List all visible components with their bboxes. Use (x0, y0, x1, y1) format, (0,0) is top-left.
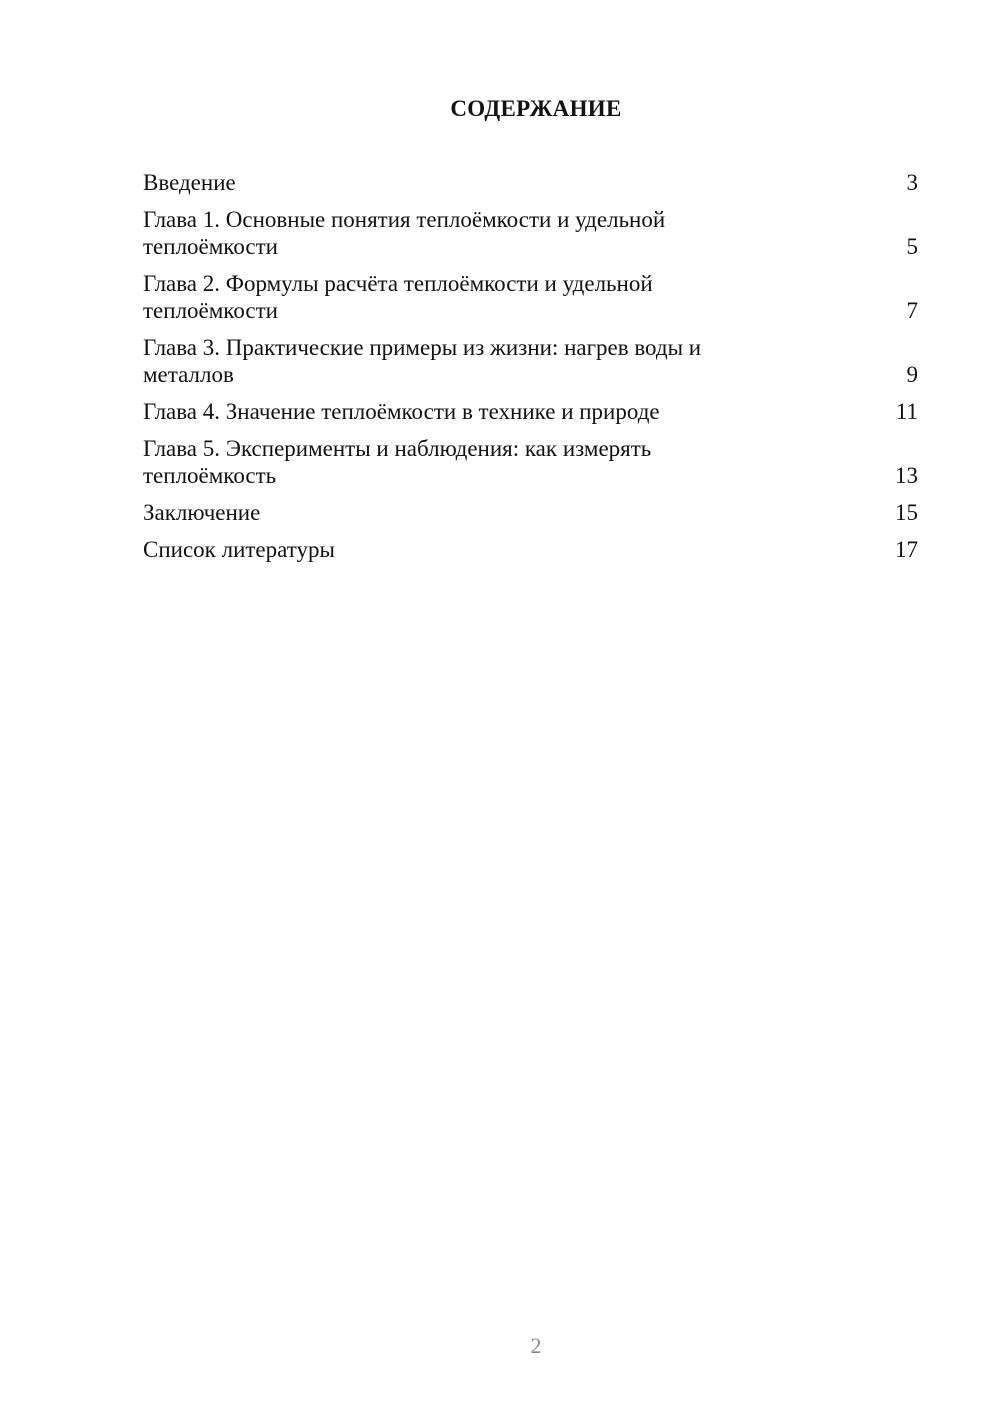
toc-entry-line: Список литературы (143, 537, 335, 562)
toc-entry-chapter-4 (143, 398, 918, 425)
toc-entry-text (143, 398, 896, 425)
toc-entry-line: Заключение (143, 500, 261, 525)
toc-entry-page: 3 (906, 170, 918, 195)
toc-entry-page: 15 (895, 500, 918, 525)
toc-entry-line: Глава 5. Эксперименты и наблюдения: как измерять (143, 436, 652, 461)
toc-entry-text (143, 499, 895, 526)
toc-entry-text (143, 206, 907, 260)
toc-entry-line: теплоёмкость (143, 463, 277, 488)
toc-entry-chapter-1 (143, 206, 918, 260)
toc-entry-chapter-3 (143, 334, 918, 388)
toc-entry-references (143, 536, 918, 563)
toc-entry-text (143, 334, 907, 388)
toc-entry-line: теплоёмкости (143, 234, 278, 259)
toc-entry-introduction (143, 169, 918, 196)
table-of-contents (143, 169, 918, 573)
toc-entry-line: металлов (143, 362, 234, 387)
toc-entry-page: 7 (906, 298, 918, 323)
page-title: СОДЕРЖАНИЕ (450, 96, 622, 121)
toc-entry-text (143, 169, 907, 196)
toc-entry-chapter-2 (143, 270, 918, 324)
toc-entry-conclusion (143, 499, 918, 526)
toc-entry-page: 9 (906, 362, 918, 387)
toc-entry-page: 13 (895, 463, 918, 488)
toc-entry-page: 5 (906, 234, 918, 259)
toc-entry-chapter-5 (143, 435, 918, 489)
toc-entry-text (143, 536, 895, 563)
toc-entry-page: 17 (895, 537, 918, 562)
toc-entry-line: теплоёмкости (143, 298, 278, 323)
toc-entry-line: Введение (143, 170, 236, 195)
toc-entry-line: Глава 3. Практические примеры из жизни: нагрев воды и (143, 335, 702, 360)
toc-entry-line: Глава 1. Основные понятия теплоёмкости и удельной (143, 207, 666, 232)
toc-entry-text (143, 270, 907, 324)
toc-entry-line: Глава 4. Значение теплоёмкости в технике и природе (143, 399, 660, 424)
toc-entry-page: 11 (895, 399, 918, 424)
page-number: 2 (530, 1333, 542, 1358)
toc-entry-line: Глава 2. Формулы расчёта теплоёмкости и удельной (143, 271, 653, 296)
toc-entry-text (143, 435, 895, 489)
